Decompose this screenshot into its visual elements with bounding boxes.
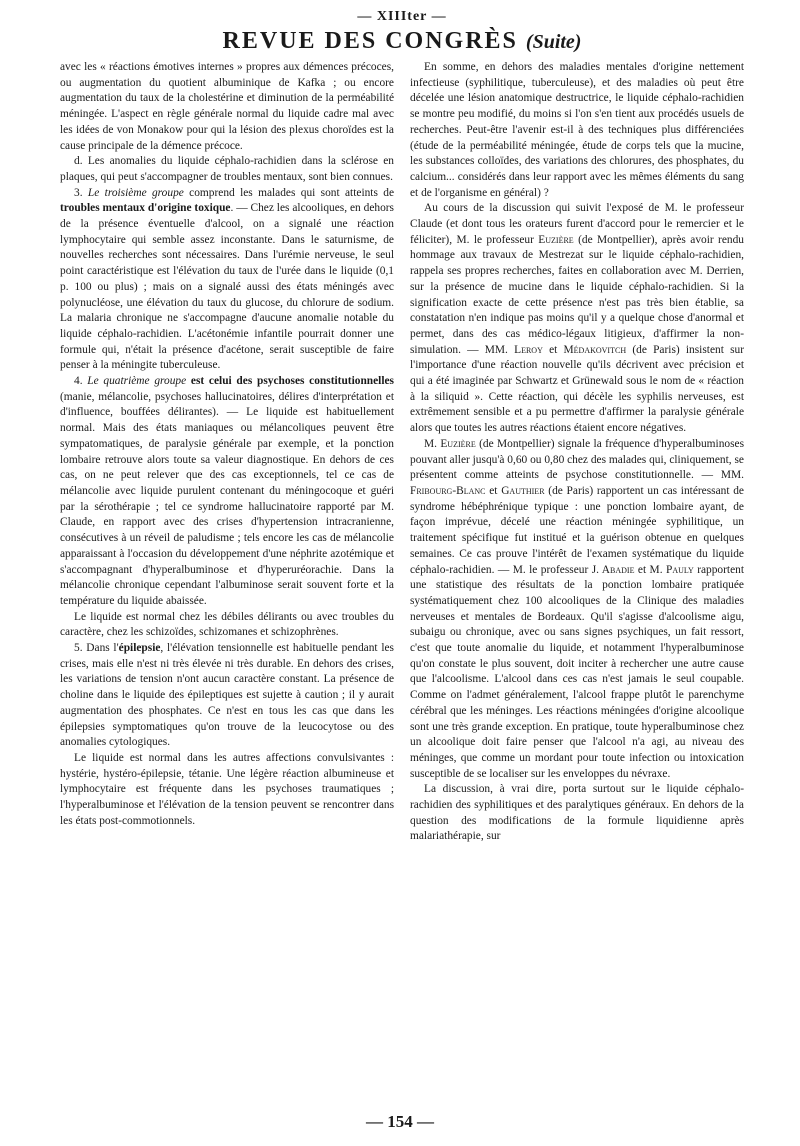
text-columns bbox=[60, 60, 744, 845]
title-text: REVUE DES CONGRÈS bbox=[222, 28, 518, 54]
author-name: Fribourg-Blanc bbox=[410, 484, 486, 497]
paragraph: avec les « réactions émotives internes » propres aux démences précoces, ou augmentation du quotient albuminique de Kafka ; ou encore augmentation du taux de la cholestérine et diminution de la perméabilité méningée. L'aspect en règle générale normal du liquide cadre mal avec les idées de von Monakow pour qui la lésion des plexus choroïdes est la cause principale de la démence précoce. bbox=[60, 61, 394, 152]
author-name: Euzière bbox=[440, 437, 476, 450]
text-run: (de Paris) rapportent un cas intéressant de syndrome hébéphrénique typique : une ponction lombaire ayant, de façon imprévue, décelé une réaction méningée syphilitique, un traitement spécifique fut institué et la guérison obtenue en quelques semaines. Ce cas prouve l'intérêt de l'examen systématique du liquide céphalo-rachidien. — M. le professeur bbox=[410, 484, 744, 576]
paragraph bbox=[60, 641, 394, 751]
paragraph: Le liquide est normal chez les débiles délirants ou avec troubles du caractère, chez les schizoïdes, schizomanes et schizophrènes. bbox=[60, 610, 394, 639]
author-name: J. Abadie bbox=[591, 563, 635, 576]
paragraph bbox=[60, 374, 394, 610]
text-run: rapportent une statistique des résultats de la ponction lombaire pratiquée systématiquement chez 100 alcooliques de la Clinique des maladies nerveuses et mentales de Bordeaux. Qu'il s'agisse d'alcoolisme aigu, subaigu ou chronique, avec ou sans signes psychiques, un fait ressort, c'est que toute anomalie du liquide, et notamment l'hyperalbuminose qu'on constate le plus souvent, doit inciter à rechercher une autre cause que l'alcoolisme. L'alcool dans ces cas n'est jamais le seul coupable. Comme on l'admet généralement, l'alcool frappe plutôt le parenchyme cérébral que les méninges. Les réactions méningées d'origine alcoolique sont une très grande exception. En pratique, toute hyperalbuminose chez un alcoolique doit faire penser que l'alcool n'a agi, au niveau des méninges, que comme un mordant pour toute infection ou intoxication susceptible de se localiser sur les enveloppes du névraxe. bbox=[410, 563, 745, 780]
text-run: M. bbox=[424, 437, 441, 450]
left-column bbox=[60, 60, 394, 845]
emphasis: Le quatrième groupe bbox=[87, 375, 187, 388]
text-run: (de Montpellier), après avoir rendu hommage aux travaux de Mestrezat sur le liquide céphalo-rachidien, rappela ses propres recherches, faites en collaboration avec M. Derrien, sur la présence de mucine dans le liquide céphalo-rachidien. Si la signification exacte de cette présence n'est pas très bien établie, sa constatation n'en indique pas moins qu'il y a quelque chose d'anormal et permet, dans des cas médico-légaux litigieux, d'affirmer la non-simulation. — MM. bbox=[410, 233, 744, 356]
title-suite: (Suite) bbox=[525, 31, 582, 53]
paragraph: d. Les anomalies du liquide céphalo-rachidien dans la sclérose en plaques, qui peut s'accompagner de troubles mentaux, sont bien connues. bbox=[60, 155, 394, 183]
paragraph: En somme, en dehors des maladies mentales d'origine nettement infectieuse (syphilitique, tuberculeuse), et des maladies où peut être décelée une lésion anatomique destructrice, le liquide céphalo-rachidien se montre peu modifié, du moins si l'on s'en tient aux procédés usuels de recherches. Peut-être l'avenir est-il à des techniques plus différenciées (étude de la perméabilité méningée, étude de corps tels que la mucine, les substances colloïdes, des variations des chlorures, des phosphates, du calcium... considérés dans leur rapport avec les mêmes éléments du sang et de l'organisme en général) ? bbox=[410, 61, 744, 199]
author-name: Pauly bbox=[665, 563, 694, 576]
text-run: . — Chez les alcooliques, en dehors de la présence éventuelle d'alcool, on a signalé une réaction lymphocytaire qui semble assez inconstante. Dans le saturnisme, de nouvelles recherches sont nécessaires. Dans l'urémie nerveuse, le seul point caractéristique est l'élévation du taux de l'urée dans le liquide (0,1 p. 100 ou plus) ; mais on a signalé aussi des états méningés avec polynucléose, une élévation du taux du glucose, du chlorure de sodium. La malaria chronique ne s'accompagne d'aucune anomalie notable du liquide céphalo-rachidien. L'acétonémie infantile pourrait donner une formule qui, n'était la présence d'acétone, serait susceptible de faire penser à la méningite tuberculeuse. bbox=[60, 202, 394, 372]
text-run: 3. bbox=[74, 186, 88, 199]
text-run: (de Paris) insistent sur l'importance d'une réaction nouvelle qu'ils décrivent avec précision et qui a été imaginée par Schwartz et Grünewald sous le nom de « réaction à la siliquid ». Cette réaction, qui décèle les syphilis nerveuses, est extrêmement sensible et a pu permettre d'affirmer la paralysie générale alors que toutes les autres réactions étaient encore négatives. bbox=[410, 343, 745, 435]
page-number: — 154 — bbox=[366, 1112, 434, 1131]
author-name: Gauthier bbox=[501, 484, 545, 497]
text-run: Au cours de la discussion qui suivit l'exposé de M. le professeur Claude (et dont tous les orateurs furent d'accord pour le remercier et le féliciter), M. le professeur bbox=[410, 202, 744, 246]
page-title bbox=[60, 26, 744, 56]
emphasis: Le troisième groupe bbox=[87, 186, 184, 199]
emphasis: est celui des psychoses constitutionnelles bbox=[186, 375, 394, 388]
text-run: et M. bbox=[634, 563, 666, 576]
text-run: 4. bbox=[74, 375, 88, 388]
author-name: Médakovitch bbox=[563, 343, 627, 356]
author-name: Euzière bbox=[538, 233, 574, 246]
section-number: — XIIIter — bbox=[357, 9, 447, 24]
right-column bbox=[410, 60, 744, 845]
emphasis: épilepsie bbox=[118, 642, 161, 655]
paragraph: La discussion, à vrai dire, porta surtout sur le liquide céphalo-rachidien des syphilitiques et des paralytiques généraux. En dehors de la question des modifications de la formule liquidienne après malariathérapie, sur bbox=[410, 783, 744, 843]
author-name: Leroy bbox=[514, 343, 543, 356]
paragraph bbox=[410, 201, 744, 437]
paragraph: Le liquide est normal dans les autres affections convulsivantes : hystérie, hystéro-épilepsie, tétanie. Une légère réaction albumineuse et lymphocytaire est fréquente dans les psychoses traumatiques ; l'hyperalbuminose et l'élévation de la tension peuvent se rencontrer dans les états post-commotionnels. bbox=[60, 751, 394, 827]
text-run: , l'élévation tensionnelle est habituelle pendant les crises, mais elle n'est ni très élevée ni très durable. En dehors des crises, les variations de tension n'ont aucun caractère constant. La présence de choline dans le liquide des épileptiques est sujette à caution ; il y aurait augmentation des phosphates. Ce n'est en tous les cas que dans les épilepsies symptomatiques qu'on trouve de la leucocytose ou des anomalies cytologiques. bbox=[60, 642, 394, 749]
text-run: 5. Dans l' bbox=[74, 642, 119, 655]
emphasis: troubles mentaux d'origine toxique bbox=[60, 202, 231, 215]
text-run: et bbox=[485, 484, 502, 497]
text-run: (manie, mélancolie, psychoses hallucinatoires, délires d'interprétation et d'influence, bouffées délirantes). — Le liquide est habituellement normal. Mais des états maniaques ou mélancoliques peuvent être sympatomatiques, de paralysie générale par exemple, et la ponction lombaire retrouve alors toute sa valeur diagnostique. En dehors de ces cas, on ne peut relever que des cas exceptionnels, tel ce cas de mélancolie avec liquide purulent contenant du méningocoque et guéri par la sérothérapie ; tel ce syndrome hallucinatoire rapporté par M. Claude, en rapport avec des crises d'hypertension intracranienne, consécutives à un réveil de paludisme ; tels encore les cas de mélancolie apparaissant à l'occasion du développement d'une néphrite azotémique et s'accompagnant d'hyperalbuminose et d'hyperuréorachie. Dans la mélancolie chronique cependant l'albuminose serait souvent forte et la température du liquide abaissée. bbox=[60, 390, 394, 607]
paragraph bbox=[60, 186, 394, 374]
text-run: et bbox=[542, 343, 564, 356]
text-run: (de Montpellier) signale la fréquence d'hyperalbuminoses pouvant aller jusqu'à 0,60 ou 0,80 chez des malades qui, cliniquement, se présentent comme atteints de psychose constitutionnelle. — MM. bbox=[410, 437, 745, 482]
text-run: comprend les malades qui sont atteints de bbox=[183, 186, 395, 199]
paragraph bbox=[410, 437, 744, 782]
